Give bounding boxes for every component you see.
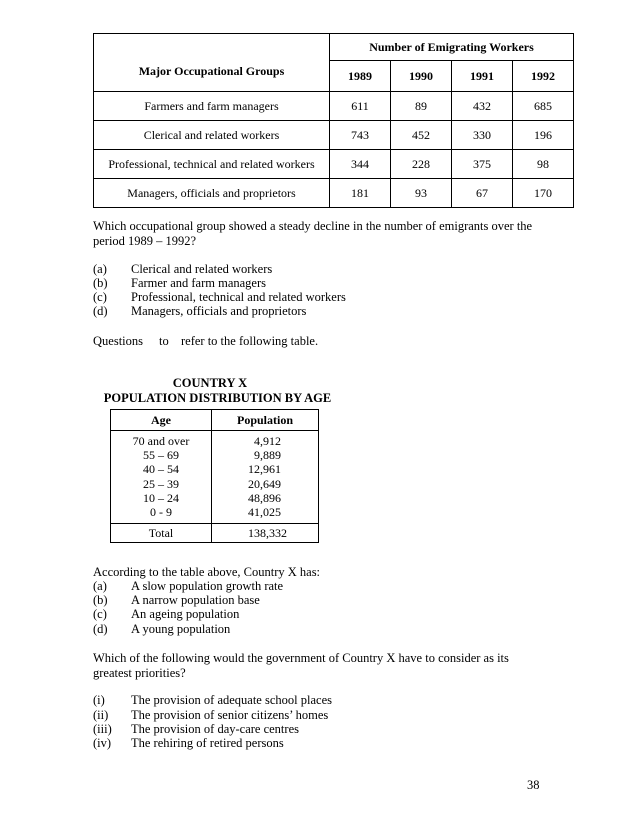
population-cell: 4,912 [254, 434, 281, 448]
population-header: Population [236, 413, 293, 427]
number-header: Number of Emigrating Workers [330, 34, 574, 61]
option-label: (d) [93, 304, 108, 318]
age-cell: 0 - 9 [150, 505, 172, 520]
value-cell: 432 [452, 92, 513, 121]
value-cell: 228 [391, 150, 452, 179]
population-cell: 20,649 [248, 476, 281, 491]
group-cell: Managers, officials and proprietors [94, 179, 330, 208]
value-cell: 170 [513, 179, 574, 208]
table-row [94, 121, 574, 150]
option-label: (d) [93, 622, 108, 636]
population-table [110, 409, 319, 543]
option-text: An ageing population [131, 607, 240, 621]
group-cell: Professional, technical and related workers [94, 150, 330, 179]
page-number: 38 [527, 778, 540, 792]
value-cell: 67 [452, 179, 513, 208]
year-header: 1992 [513, 61, 574, 92]
option-label: (i) [93, 693, 105, 707]
year-header: 1991 [452, 61, 513, 92]
option-label: (b) [93, 276, 108, 290]
emigration-table [93, 33, 574, 208]
population-cell: 12,961 [248, 462, 281, 477]
option-label: (b) [93, 593, 108, 607]
age-cell: 25 – 39 [143, 476, 179, 491]
value-cell: 452 [391, 121, 452, 150]
total-value: 138,332 [248, 526, 287, 540]
option-label: (a) [93, 579, 107, 593]
option-text: A narrow population base [131, 593, 260, 607]
value-cell: 181 [330, 179, 391, 208]
total-label: Total [148, 526, 174, 540]
option-label: (c) [93, 290, 107, 304]
option-text: A young population [131, 622, 231, 636]
population-title: POPULATION DISTRIBUTION BY AGE [103, 391, 332, 405]
value-cell: 98 [513, 150, 574, 179]
group-header: Major Occupational Groups [94, 34, 330, 92]
population-cell: 41,025 [248, 505, 281, 520]
to-word: to [159, 334, 169, 348]
option-label: (ii) [93, 708, 109, 722]
population-column [211, 434, 319, 519]
option-label: (iv) [93, 736, 112, 750]
value-cell: 330 [452, 121, 513, 150]
value-cell: 375 [452, 150, 513, 179]
option-text: Clerical and related workers [131, 262, 273, 276]
population-title-country: COUNTRY X [172, 376, 248, 390]
question1-text-line1: Which occupational group showed a steady decline in the number of emigrants over the [93, 219, 533, 233]
value-cell: 611 [330, 92, 391, 121]
option-label: (a) [93, 262, 107, 276]
value-cell: 93 [391, 179, 452, 208]
value-cell: 685 [513, 92, 574, 121]
value-cell: 344 [330, 150, 391, 179]
population-cell: 9,889 [254, 448, 281, 463]
age-header: Age [151, 413, 171, 427]
age-cell: 55 – 69 [143, 448, 179, 463]
total-divider [111, 523, 318, 524]
option-text: The rehiring of retired persons [131, 736, 284, 750]
group-cell: Farmers and farm managers [94, 92, 330, 121]
question2-text: According to the table above, Country X has: [93, 565, 321, 579]
option-label: (c) [93, 607, 107, 621]
option-text: The provision of senior citizens’ homes [131, 708, 329, 722]
intro-rest: refer to the following table. [181, 334, 319, 348]
age-column [111, 434, 211, 519]
year-header: 1989 [330, 61, 391, 92]
table-row [94, 92, 574, 121]
questions-word: Questions [93, 334, 143, 348]
option-text: A slow population growth rate [131, 579, 284, 593]
age-cell: 40 – 54 [143, 462, 179, 477]
value-cell: 89 [391, 92, 452, 121]
table-row [94, 150, 574, 179]
option-text: Farmer and farm managers [131, 276, 267, 290]
age-cell: 70 and over [132, 434, 190, 448]
group-cell: Clerical and related workers [94, 121, 330, 150]
value-cell: 196 [513, 121, 574, 150]
option-text: The provision of day-care centres [131, 722, 299, 736]
question3-text-line2: greatest priorities? [93, 666, 186, 680]
option-text: Managers, officials and proprietors [131, 304, 307, 318]
value-cell: 743 [330, 121, 391, 150]
year-header: 1990 [391, 61, 452, 92]
population-cell: 48,896 [248, 490, 281, 505]
question1-text-line2: period 1989 – 1992? [93, 234, 197, 248]
age-cell: 10 – 24 [143, 490, 179, 505]
option-label: (iii) [93, 722, 112, 736]
option-text: Professional, technical and related workers [131, 290, 346, 304]
option-text: The provision of adequate school places [131, 693, 332, 707]
table-row [94, 179, 574, 208]
header-divider [111, 430, 318, 431]
question3-text-line1: Which of the following would the government of Country X have to consider as its [93, 651, 509, 665]
